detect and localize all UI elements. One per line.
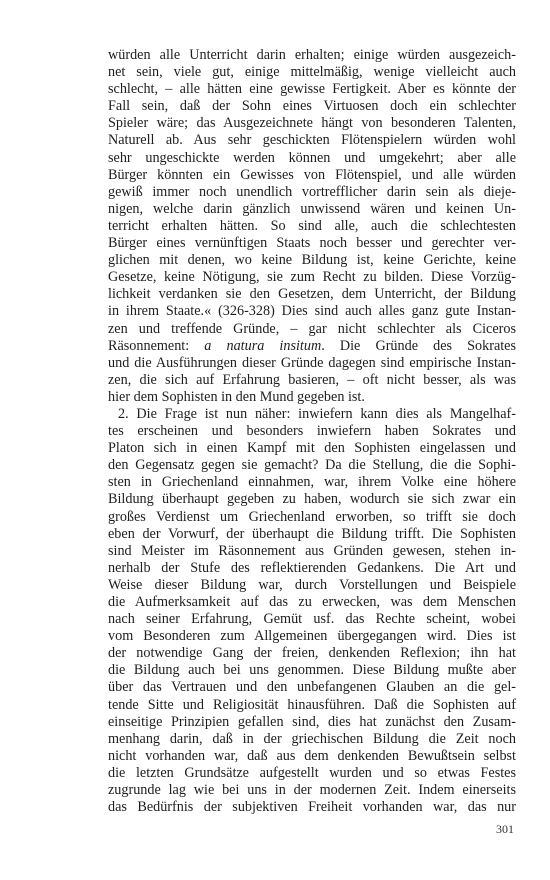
text-line: nigen, welche darin gänzlich unwissend wären und keinen Un- — [108, 200, 516, 217]
text-line: die letzten Grundsätze aufgestellt wurden und so etwas Festes — [108, 764, 516, 781]
text-line: die Aufmerksamkeit auf das zu erwecken, was dem Menschen — [108, 594, 516, 610]
text-line: schlecht, – alle hätten eine gewisse Fertigkeit. Aber es könnte der — [108, 81, 516, 98]
text-line: 2. Die Frage ist nun näher: inwiefern kann dies als Mangelhaf- — [118, 405, 516, 422]
text-line — [108, 338, 516, 355]
text-line: zen und treffende Gründe, – gar nicht schlechter als Ciceros — [108, 320, 516, 337]
text-line: über das Vertrauen und den unbefangenen Glauben an die gel- — [108, 679, 516, 696]
text-line: vom Besonderen zum Allgemeinen übergegangen wird. Dies ist — [108, 628, 516, 645]
paragraph-1 — [108, 47, 516, 406]
text-line: Spieler wäre; das Ausgezeichnete hängt von besonderen Talenten, — [108, 115, 516, 132]
text-line: sten in Griechenland einnahmen, war, ihrem Volke eine höhere — [108, 474, 516, 491]
text-line: die Bildung auch bei uns genommen. Diese Bildung mußte aber — [108, 662, 516, 679]
text-line: hier dem Sophisten in den Mund gegeben ist. — [108, 388, 365, 405]
text-line: Weise dieser Bildung war, durch Vorstellungen und Beispiele — [108, 576, 516, 593]
text-line: sind Meister im Räsonnement aus Gründen gewesen, stehen in- — [108, 542, 516, 559]
text-line: eben der Vorwurf, der überhaupt die Bildung trifft. Die Sophisten — [108, 525, 516, 542]
text-line: großes Verdienst um Griechenland erworben, so trifft sie doch — [108, 508, 516, 525]
text-fragment: Räsonnement: — [108, 337, 205, 354]
text-line: und die Ausführungen dieser Gründe dagegen sind empirische Instan- — [108, 354, 516, 371]
text-line: Bürger eines vernünftigen Staats noch besser und gerechter ver- — [108, 235, 516, 252]
text-line: zugrunde lag wie bei uns in der modernen Zeit. Indem einerseits — [108, 782, 516, 799]
text-line: sehr ungeschickte werden können und umgekehrt; aber alle — [108, 149, 516, 166]
text-fragment: . Die Gründe des Sokrates — [321, 337, 516, 354]
italic-phrase: a natura insitum — [204, 337, 322, 354]
text-line: in ihrem Staate.« (326-328) Dies sind auch alles ganz gute Instan- — [108, 303, 516, 320]
paragraph-2 — [108, 406, 516, 816]
text-line: Fall sein, daß der Sohn eines Virtuosen doch ein schlechter — [108, 98, 516, 115]
text-line: nicht vorhanden war, daß aus dem denkenden Bewußtsein selbst — [108, 747, 516, 764]
text-line: tes erscheinen und besonders inwiefern haben Sokrates und — [108, 423, 516, 440]
page-body — [108, 47, 516, 816]
text-line: würden alle Unterricht darin erhalten; einige würden ausgezeich- — [108, 47, 516, 63]
text-line: lichkeit verdanken sie den Gesetzen, dem Unterricht, der Bildung — [108, 286, 516, 303]
text-line: den Gegensatz gegen sie gemacht? Da die Stellung, die die Sophi- — [108, 457, 516, 474]
text-line: menhang darin, daß in der griechischen Bildung die Zeit noch — [108, 730, 516, 747]
text-line: Bürger könnten ein Gewisses von Flötenspiel, und alle würden — [108, 166, 516, 183]
text-line: glichen mit denen, wo keine Bildung ist, keine Gerichte, keine — [108, 252, 516, 269]
text-line: das Bedürfnis der subjektiven Freiheit vorhanden war, das nur — [108, 799, 516, 816]
page-number: 301 — [496, 822, 514, 836]
text-line: nerhalb der Stufe des reflektierenden Gedankens. Die Art und — [108, 559, 516, 576]
text-line: Gesetze, keine Nötigung, sie zum Recht zu bilden. Diese Vorzüg- — [108, 269, 516, 286]
text-line: einseitige Prinzipien gefallen sind, dies hat zunächst den Zusam- — [108, 713, 516, 730]
text-line: net sein, viele gut, einige mittelmäßig, wenige vielleicht auch — [108, 64, 516, 81]
text-line: der notwendige Gang der freien, denkenden Reflexion; ihn hat — [108, 645, 516, 662]
text-line: Naturell ab. Aus sehr geschickten Flötenspielern würden wohl — [108, 132, 516, 149]
text-line: gewiß immer noch unendlich vortrefflicher darin sein als dieje- — [108, 183, 516, 200]
text-line: terricht erhalten hätten. So sind alle, auch die schlechtesten — [108, 217, 516, 234]
text-line: zen, die sich auf Erfahrung basieren, – oft nicht besser, als was — [108, 371, 516, 388]
text-line: Bildung überhaupt gegeben zu haben, wodurch sie sich zwar ein — [108, 491, 516, 508]
text-line: Platon sich in einen Kampf mit den Sophisten eingelassen und — [108, 440, 516, 457]
text-line: nach seiner Erfahrung, Gemüt usf. das Rechte scheint, wobei — [108, 611, 516, 628]
text-line: tende Sitte und Religiosität hinausführen. Daß die Sophisten auf — [108, 696, 516, 713]
